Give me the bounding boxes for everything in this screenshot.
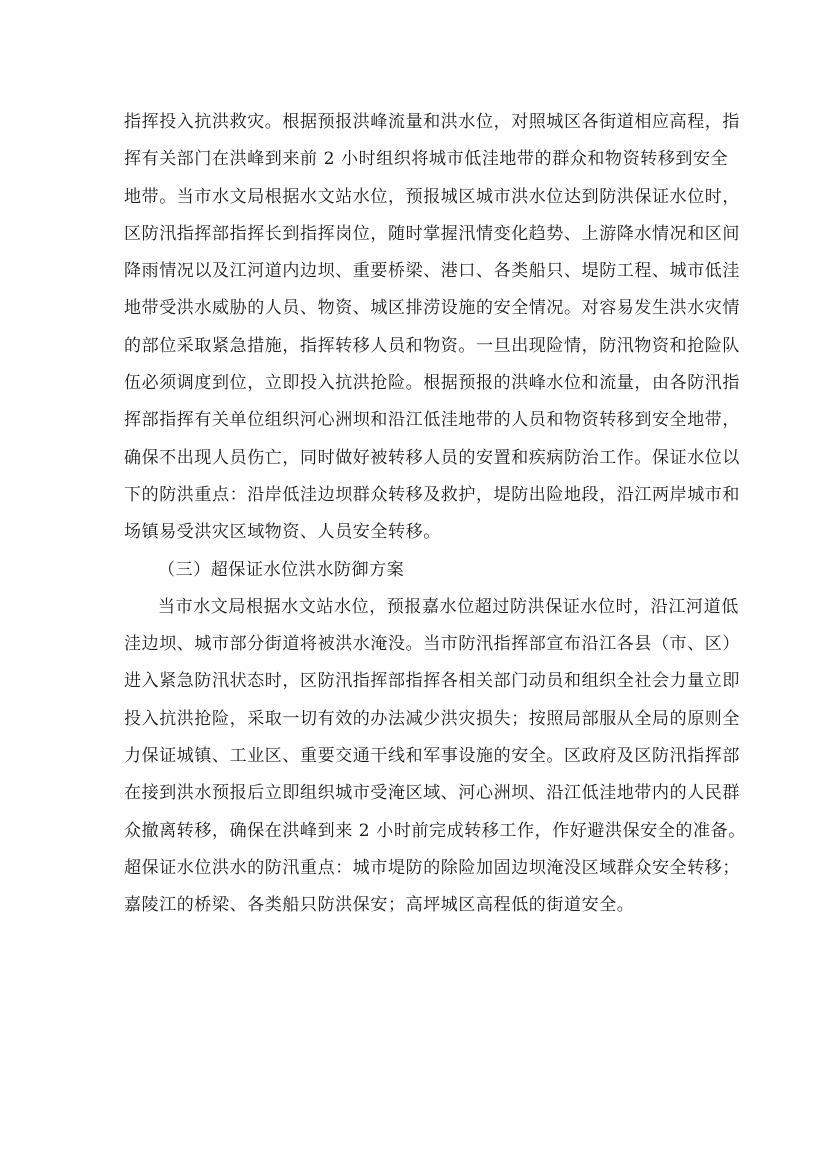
paragraph-2 bbox=[124, 589, 746, 925]
text-line: 降雨情况以及江河道内边坝、重要桥梁、港口、各类船只、堤防工程、城市低洼 bbox=[124, 261, 740, 282]
text-line: 下的防洪重点：沿岸低洼边坝群众转移及救护，堤防出险地段，沿江两岸城市和 bbox=[124, 484, 740, 505]
text-line: 区防汛指挥部指挥长到指挥岗位，随时掌握汛情变化趋势、上游降水情况和区间 bbox=[124, 223, 740, 244]
text-line: 场镇易受洪灾区域物资、人员安全转移。 bbox=[124, 522, 441, 543]
text-line: 指挥投入抗洪救灾。根据预报洪峰流量和洪水位，对照城区各街道相应高程，指 bbox=[124, 112, 740, 132]
paragraph-1 bbox=[124, 104, 740, 552]
text-line: 进入紧急防汛状态时，区防汛指挥部指挥各相关部门动员和组织全社会力量立即 bbox=[124, 671, 740, 692]
text-line: 众撤离转移，确保在洪峰到来 2 小时前完成转移工作，作好避洪保安全的准备。 bbox=[124, 820, 746, 841]
text-line: 地带。当市水文局根据水文站水位，预报城区城市洪水位达到防洪保证水位时， bbox=[124, 186, 740, 207]
text-line: 嘉陵江的桥梁、各类船只防洪保安；高坪城区高程低的街道安全。 bbox=[124, 895, 635, 916]
text-line: 当市水文局根据水文站水位，预报嘉水位超过防洪保证水位时，沿江河道低 bbox=[158, 596, 739, 617]
text-line: 挥部指挥有关单位组织河心洲坝和沿江低洼地带的人员和物资转移到安全地带， bbox=[124, 410, 740, 431]
section-heading: （三）超保证水位洪水防御方案 bbox=[158, 559, 405, 580]
text-line: 洼边坝、城市部分街道将被洪水淹没。当市防汛指挥部宣布沿江各县（市、区） bbox=[124, 634, 740, 655]
text-line: 超保证水位洪水的防汛重点：城市堤防的除险加固边坝淹没区域群众安全转移； bbox=[124, 857, 740, 878]
text-line: 投入抗洪抢险，采取一切有效的办法减少洪灾损失；按照局部服从全局的原则全 bbox=[124, 708, 740, 729]
document-body bbox=[124, 104, 746, 925]
text-line: 的部位采取紧急措施，指挥转移人员和物资。一旦出现险情，防汛物资和抢险队 bbox=[124, 335, 740, 356]
text-line: 地带受洪水威胁的人员、物资、城区排涝设施的安全情况。对容易发生洪水灾情 bbox=[124, 298, 740, 319]
text-line: 力保证城镇、工业区、重要交通干线和军事设施的安全。区政府及区防汛指挥部 bbox=[124, 746, 740, 767]
text-line: 在接到洪水预报后立即组织城市受淹区域、河心洲坝、沿江低洼地带内的人民群 bbox=[124, 783, 740, 804]
text-line: 确保不出现人员伤亡，同时做好被转移人员的安置和疾病防治工作。保证水位以 bbox=[124, 447, 740, 468]
text-line: 挥有关部门在洪峰到来前 2 小时组织将城市低洼地带的群众和物资转移到安全 bbox=[124, 149, 729, 170]
text-line: 伍必须调度到位，立即投入抗洪抢险。根据预报的洪峰水位和流量，由各防汛指 bbox=[124, 373, 740, 394]
